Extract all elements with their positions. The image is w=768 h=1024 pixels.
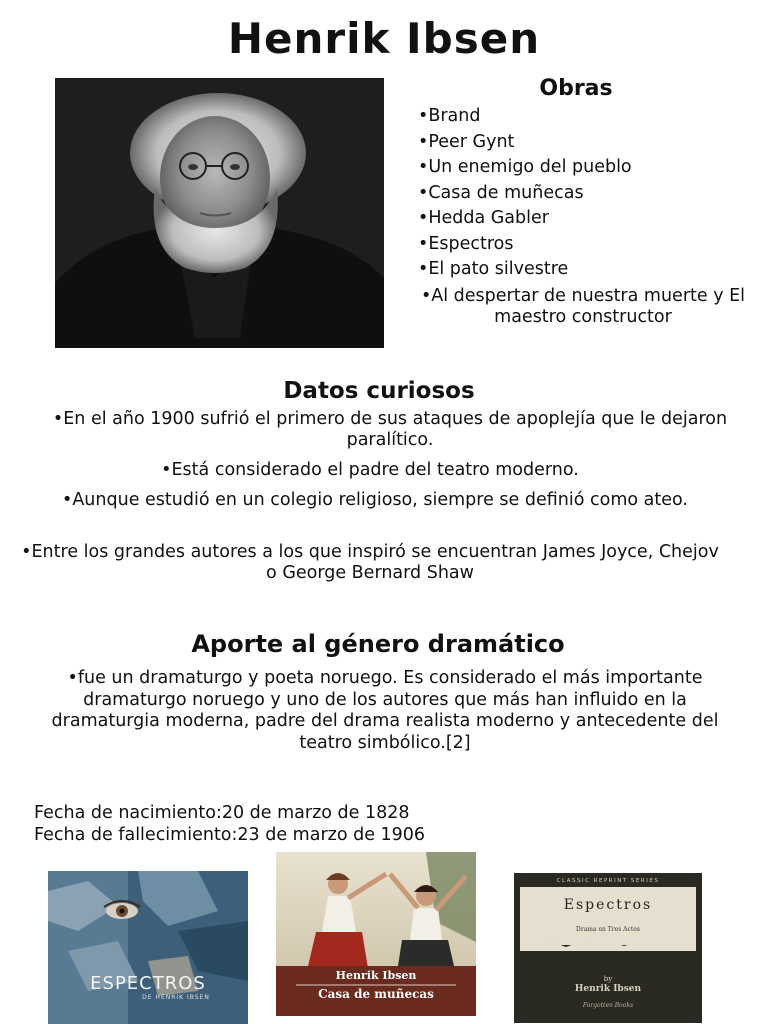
classic-cover-author: Henrik Ibsen — [574, 984, 642, 994]
page-title: Henrik Ibsen — [227, 14, 541, 63]
datos-item: •Entre los grandes autores a los que inspiró se encuentran James Joyce, Chejov o George Bernard Shaw — [21, 542, 719, 583]
espectros-cover-subtitle: DE HENRIK IBSEN — [142, 994, 210, 1001]
classic-cover-series: CLASSIC REPRINT SERIES — [556, 878, 660, 884]
datos-item: •Está considerado el padre del teatro moderno. — [161, 460, 579, 480]
classic-cover-subtitle: Drama en Tres Actos — [576, 926, 640, 933]
book-cover-casa-de-munecas — [276, 852, 476, 1016]
classic-cover-title: Espectros — [563, 897, 653, 913]
casa-cover-author: Henrik Ibsen — [335, 969, 417, 982]
obras-item: •El pato silvestre — [418, 259, 569, 279]
datos-item: •En el año 1900 sufrió el primero de sus ataques de apoplejía que le dejaron paralítico. — [52, 409, 728, 450]
portrait-photo — [55, 78, 384, 348]
obras-item: •Al despertar de nuestra muerte y El maestro constructor — [420, 285, 746, 327]
aporte-text: •fue un dramaturgo y poeta noruego. Es considerado el más importante dramaturgo noruego y uno de los autores que más han influido en la dramaturgia moderna, padre del drama realista moderno y antecedente del teatro simbólico.[2] — [51, 668, 719, 753]
classic-cover-by: by — [603, 975, 613, 983]
datos-item: •Aunque estudió en un colegio religioso, siempre se definió como ateo. — [62, 490, 688, 510]
obras-list — [418, 104, 748, 328]
book-cover-classic-reprint — [514, 873, 702, 1023]
obras-item: •Un enemigo del pueblo — [418, 157, 632, 177]
obras-item: •Hedda Gabler — [418, 208, 549, 228]
obras-item: •Peer Gynt — [418, 131, 515, 152]
classic-cover-publisher: Forgotten Books — [582, 1002, 634, 1009]
obras-item: •Brand — [418, 106, 481, 126]
birth-date: Fecha de nacimiento:20 de marzo de 1828 — [34, 803, 410, 823]
book-cover-espectros — [48, 871, 248, 1024]
portrait-illustration — [55, 78, 384, 348]
casa-cover-title: Casa de muñecas — [318, 987, 434, 1001]
datos-heading: Datos curiosos — [283, 378, 475, 404]
obras-item: •Casa de muñecas — [418, 182, 584, 203]
espectros-cover-title: ESPECTROS — [90, 973, 206, 994]
aporte-heading: Aporte al género dramático — [191, 630, 565, 658]
obras-heading: Obras — [539, 76, 613, 101]
obras-item: •Espectros — [418, 233, 514, 254]
death-date: Fecha de fallecimiento:23 de marzo de 1906 — [34, 825, 426, 845]
